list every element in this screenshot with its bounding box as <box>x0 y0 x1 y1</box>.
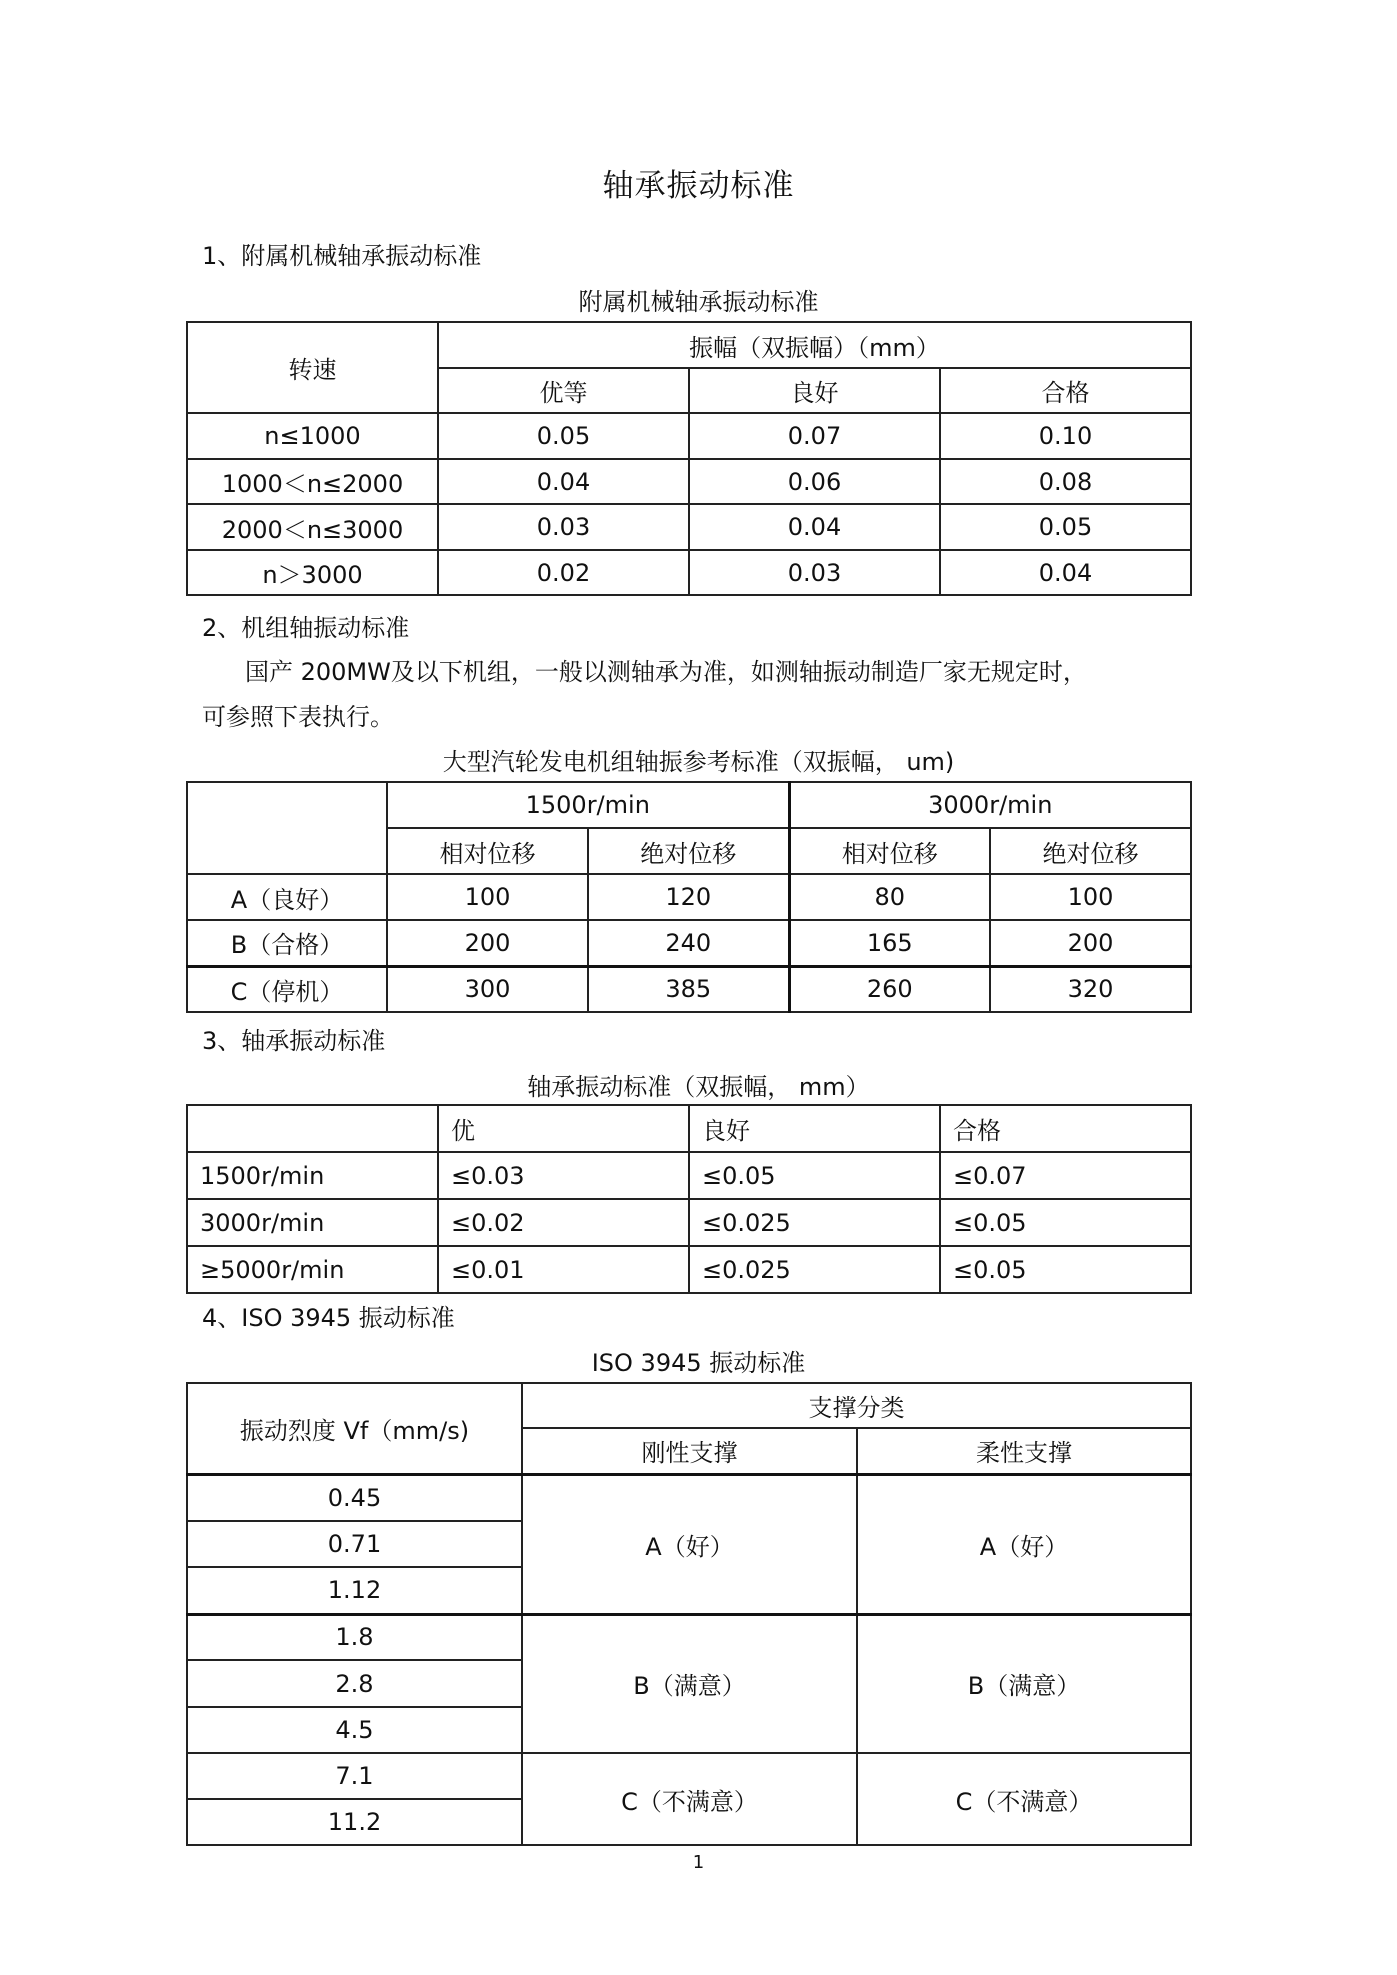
table-cell: 320 <box>990 966 1191 1012</box>
header-displacement: 相对位移 <box>387 828 588 874</box>
section2-paragraph-line1: 国产 200MW及以下机组，一般以测轴承为准，如测轴振动制造厂家无规定时， <box>245 658 1087 686</box>
table-auxiliary-bearing-vibration <box>186 321 1192 596</box>
header-level: 优等 <box>438 368 689 413</box>
document-title: 轴承振动标准 <box>602 168 795 204</box>
table-cell: 0.05 <box>940 504 1191 550</box>
section2-caption: 大型汽轮发电机组轴振参考标准（双振幅， um) <box>442 748 955 776</box>
table-cell: 0.04 <box>689 504 940 550</box>
table-cell: 0.08 <box>940 459 1191 504</box>
table-cell: ≤0.05 <box>689 1152 940 1199</box>
table-cell: 165 <box>789 920 990 966</box>
table-row <box>187 1753 1191 1799</box>
table-cell: 100 <box>387 874 588 920</box>
table-cell: 1000＜n≤2000 <box>187 459 438 504</box>
section3-caption: 轴承振动标准（双振幅， mm） <box>527 1073 870 1101</box>
table-cell: 385 <box>588 966 789 1012</box>
table-cell: C（停机） <box>187 966 387 1012</box>
table-cell: 80 <box>789 874 990 920</box>
header-displacement: 相对位移 <box>789 828 990 874</box>
table-cell: n≤1000 <box>187 413 438 459</box>
table-cell: ≤0.025 <box>689 1199 940 1246</box>
table-cell: 0.71 <box>187 1521 522 1567</box>
table-cell: 100 <box>990 874 1191 920</box>
table-row <box>187 550 1191 595</box>
header-level: 优 <box>438 1105 689 1152</box>
table-cell: ≤0.05 <box>940 1199 1191 1246</box>
header-displacement: 绝对位移 <box>588 828 789 874</box>
table-cell: ≤0.05 <box>940 1246 1191 1293</box>
table-row <box>187 459 1191 504</box>
header-severity: 振动烈度 Vf（mm/s) <box>187 1383 522 1474</box>
header-support: 支撑分类 <box>522 1383 1191 1428</box>
table-turbine-shaft-vibration <box>186 781 1192 1013</box>
section3-heading: 3、轴承振动标准 <box>202 1027 386 1055</box>
table-row <box>187 1474 1191 1521</box>
page-number: 1 <box>692 1852 705 1873</box>
table-cell: 0.03 <box>689 550 940 595</box>
table-cell: ≤0.01 <box>438 1246 689 1293</box>
header-level: 合格 <box>940 368 1191 413</box>
table-cell: 1500r/min <box>187 1152 438 1199</box>
table-cell: 0.04 <box>940 550 1191 595</box>
header-blank <box>187 782 387 874</box>
grade-cell: A（好） <box>522 1474 857 1614</box>
section2-paragraph-line2: 可参照下表执行。 <box>202 703 394 731</box>
grade-cell: A（好） <box>857 1474 1191 1614</box>
table-cell: ≤0.03 <box>438 1152 689 1199</box>
header-speed-3000: 3000r/min <box>789 782 1191 828</box>
header-rigid-support: 刚性支撑 <box>522 1428 857 1474</box>
grade-cell: C（不满意） <box>857 1753 1191 1845</box>
table-row <box>187 920 1191 966</box>
table-cell: 0.07 <box>689 413 940 459</box>
table-cell: 1.8 <box>187 1614 522 1660</box>
section1-caption: 附属机械轴承振动标准 <box>578 288 819 316</box>
section4-caption: ISO 3945 振动标准 <box>591 1349 806 1377</box>
grade-cell: C（不满意） <box>522 1753 857 1845</box>
table-row <box>187 1614 1191 1660</box>
table-cell: n＞3000 <box>187 550 438 595</box>
section4-heading: 4、ISO 3945 振动标准 <box>202 1304 455 1332</box>
table-iso3945-vibration <box>186 1382 1192 1846</box>
header-level: 合格 <box>940 1105 1191 1152</box>
table-cell: 2.8 <box>187 1660 522 1707</box>
table-bearing-vibration <box>186 1104 1192 1294</box>
table-cell: 0.06 <box>689 459 940 504</box>
table-cell: 11.2 <box>187 1799 522 1845</box>
table-cell: 0.04 <box>438 459 689 504</box>
header-displacement: 绝对位移 <box>990 828 1191 874</box>
table-cell: ≤0.07 <box>940 1152 1191 1199</box>
table-cell: 4.5 <box>187 1707 522 1753</box>
table-cell: 0.05 <box>438 413 689 459</box>
table-cell: 1.12 <box>187 1567 522 1614</box>
table-cell: 200 <box>990 920 1191 966</box>
table-cell: 300 <box>387 966 588 1012</box>
header-flexible-support: 柔性支撑 <box>857 1428 1191 1474</box>
table-cell: 0.02 <box>438 550 689 595</box>
table-cell: 120 <box>588 874 789 920</box>
section2-heading: 2、机组轴振动标准 <box>202 614 410 642</box>
header-level: 良好 <box>689 1105 940 1152</box>
table-cell: 0.03 <box>438 504 689 550</box>
section1-heading: 1、附属机械轴承振动标准 <box>202 242 482 270</box>
table-row <box>187 413 1191 459</box>
table-cell: 0.10 <box>940 413 1191 459</box>
table-cell: ≥5000r/min <box>187 1246 438 1293</box>
table-cell: 3000r/min <box>187 1199 438 1246</box>
table-cell: ≤0.02 <box>438 1199 689 1246</box>
header-level: 良好 <box>689 368 940 413</box>
grade-cell: B（满意） <box>857 1614 1191 1753</box>
table-cell: 260 <box>789 966 990 1012</box>
table-cell: ≤0.025 <box>689 1246 940 1293</box>
table-cell: A（良好） <box>187 874 387 920</box>
table-row <box>187 1152 1191 1199</box>
table-cell: 0.45 <box>187 1474 522 1521</box>
grade-cell: B（满意） <box>522 1614 857 1753</box>
table-cell: 240 <box>588 920 789 966</box>
table-row <box>187 874 1191 920</box>
table-cell: 200 <box>387 920 588 966</box>
table-cell: 2000＜n≤3000 <box>187 504 438 550</box>
header-blank <box>187 1105 438 1152</box>
table-row <box>187 504 1191 550</box>
table-row <box>187 966 1191 1012</box>
header-amplitude: 振幅（双振幅）（mm） <box>438 322 1191 368</box>
table-cell: 7.1 <box>187 1753 522 1799</box>
header-speed: 转速 <box>187 322 438 413</box>
table-row <box>187 1246 1191 1293</box>
table-cell: B（合格） <box>187 920 387 966</box>
table-row <box>187 1199 1191 1246</box>
header-speed-1500: 1500r/min <box>387 782 789 828</box>
